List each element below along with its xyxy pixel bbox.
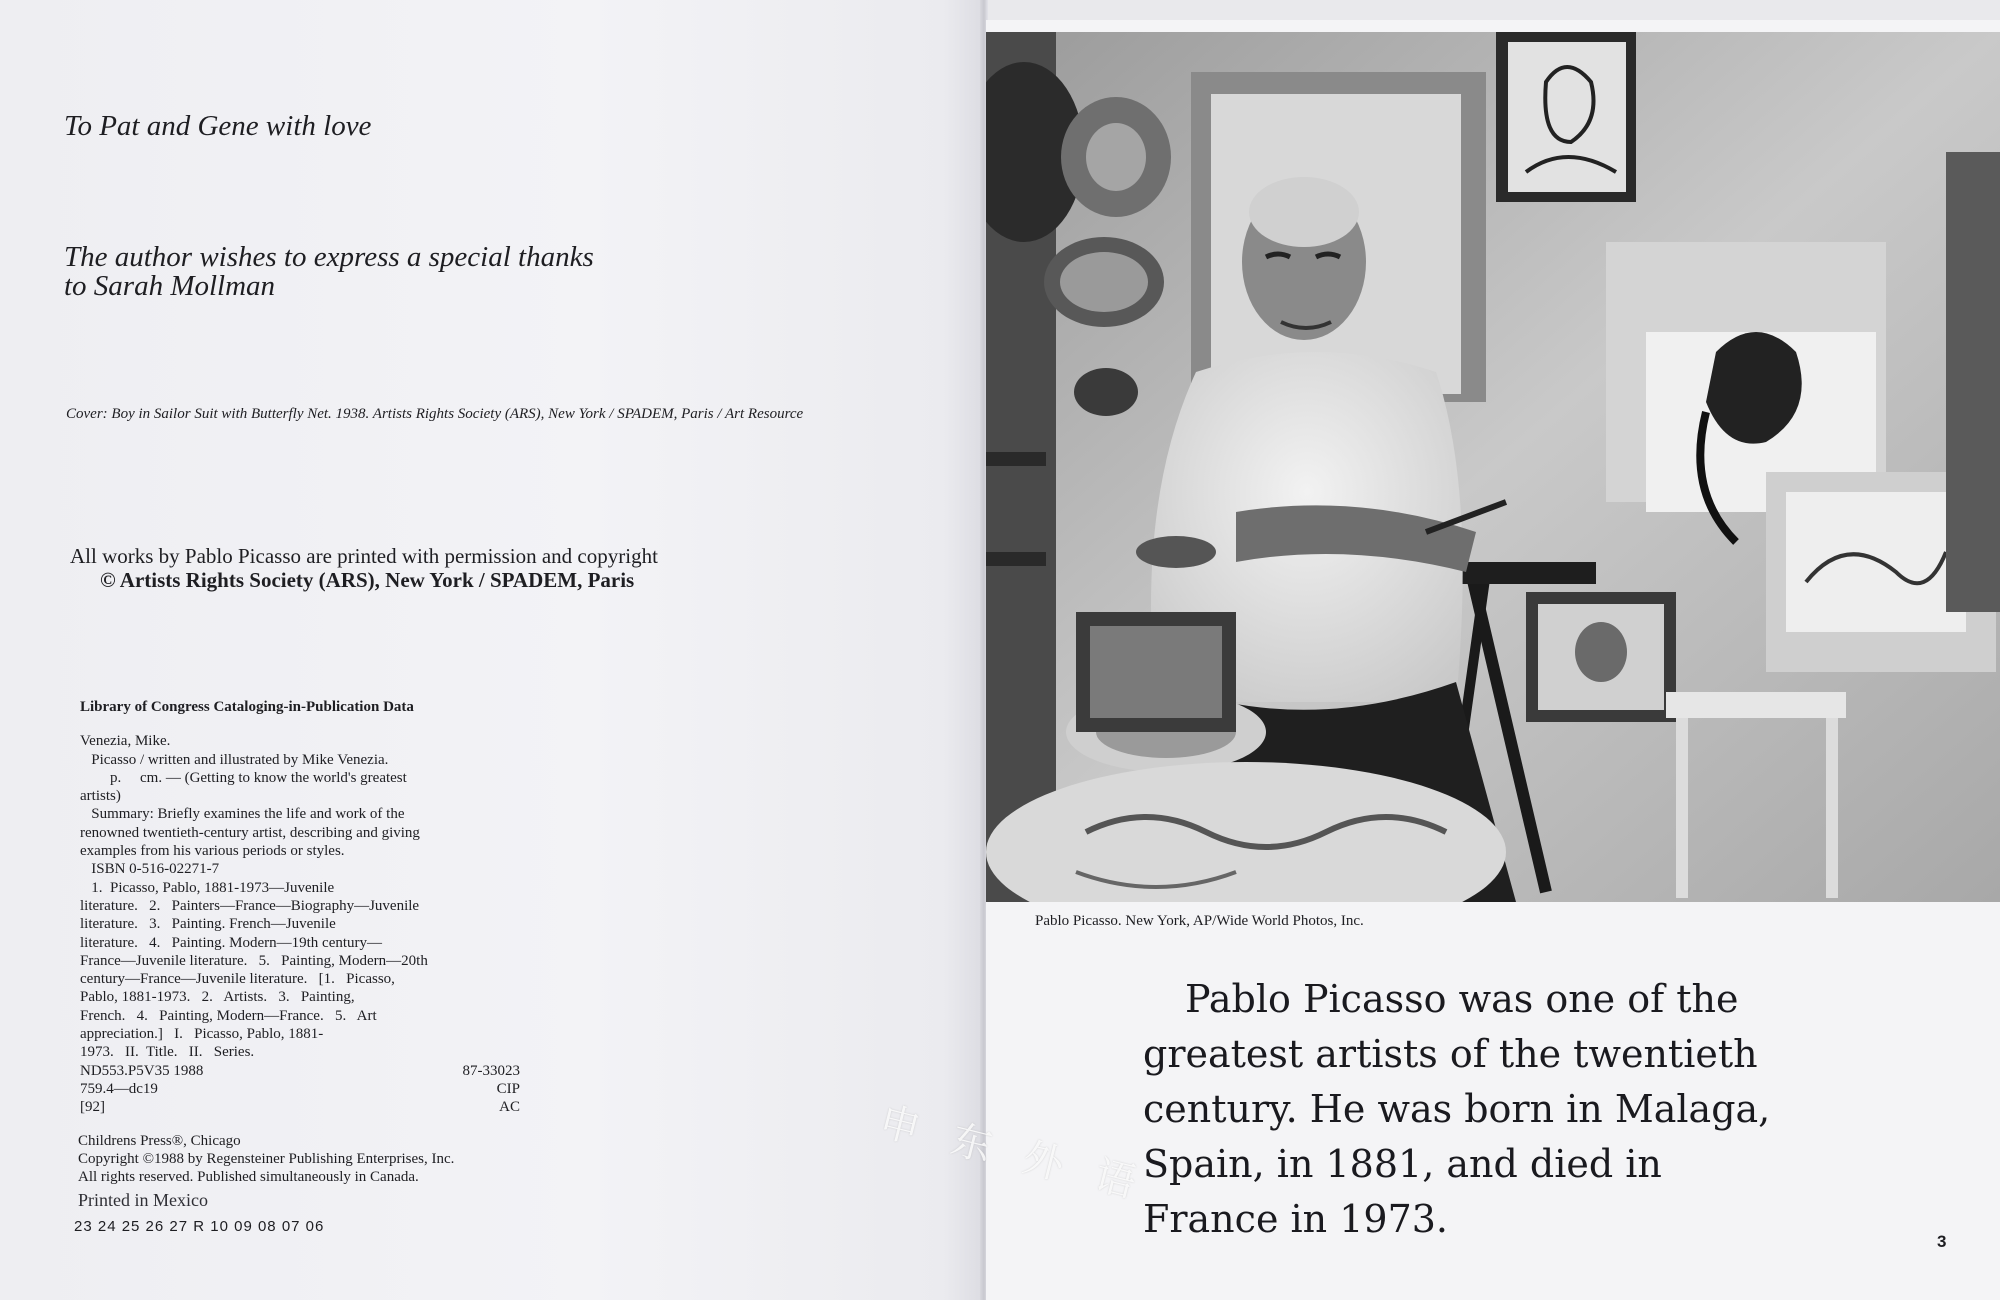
page-number: 3	[1937, 1232, 1947, 1251]
cip-code: CIP	[496, 1080, 520, 1097]
watermark: 申东外语	[874, 1098, 1174, 1215]
cip-line: 1973. II. Title. II. Series.	[80, 1044, 255, 1061]
acknowledgement	[64, 243, 594, 301]
cip-line: artists)	[80, 788, 121, 805]
cataloging-data	[80, 698, 520, 1117]
cip-line: 1. Picasso, Pablo, 1881-1973—Juvenile	[80, 879, 335, 896]
cip-code-row	[80, 1062, 520, 1080]
dedication: To Pat and Gene with love	[64, 110, 372, 142]
cip-code-row	[80, 1098, 520, 1116]
cip-line: appreciation.] I. Picasso, Pablo, 1881-	[80, 1026, 324, 1043]
publisher-line: All rights reserved. Published simultaneously in Canada.	[78, 1169, 419, 1185]
cataloging-heading: Library of Congress Cataloging-in-Publication Data	[80, 699, 414, 715]
body-text	[1143, 972, 1783, 1247]
cip-line: Picasso / written and illustrated by Mike Venezia.	[80, 751, 389, 768]
print-run-codes: 23 24 25 26 27 R 10 09 08 07 06	[74, 1218, 325, 1235]
cip-code-row	[80, 1080, 520, 1098]
bracket-code: [92]	[80, 1099, 105, 1116]
publisher-info	[78, 1132, 548, 1186]
printed-in: Printed in Mexico	[78, 1190, 208, 1210]
cip-line: renowned twentieth-century artist, describing and giving	[80, 824, 420, 841]
publisher-line: Copyright ©1988 by Regensteiner Publishing Enterprises, Inc.	[78, 1151, 455, 1167]
cip-line: Pablo, 1881-1973. 2. Artists. 3. Painting,	[80, 989, 355, 1006]
permission-notice	[70, 544, 658, 592]
publisher-line: Childrens Press®, Chicago	[78, 1133, 241, 1149]
cip-line: literature. 3. Painting. French—Juvenile	[80, 916, 336, 933]
cip-line: examples from his various periods or styles.	[80, 843, 345, 860]
cip-line: French. 4. Painting, Modern—France. 5. Art	[80, 1007, 377, 1024]
picasso-photograph	[986, 32, 2000, 902]
cip-line: Summary: Briefly examines the life and work of the	[80, 806, 405, 823]
cip-line: literature. 4. Painting. Modern—19th century—	[80, 934, 383, 951]
cip-line: century—France—Juvenile literature. [1. Picasso,	[80, 971, 395, 988]
call-number: ND553.P5V35 1988	[80, 1062, 204, 1079]
permission-line: All works by Pablo Picasso are printed with permission and copyright	[70, 544, 658, 568]
body-paragraph: Pablo Picasso was one of the greatest artists of the twentieth century. He was born in Malaga, Spain, in 1881, and died in France in 1973.	[1143, 977, 1771, 1241]
ac-code: AC	[499, 1099, 520, 1116]
cover-credit: Cover: Boy in Sailor Suit with Butterfly Net. 1938. Artists Rights Society (ARS), New York / SPADEM, Paris / Art Resource	[66, 406, 804, 422]
photo-illustration	[986, 32, 2000, 902]
dewey-number: 759.4—dc19	[80, 1080, 158, 1097]
cip-line: Venezia, Mike.	[80, 733, 171, 750]
photo-caption: Pablo Picasso. New York, AP/Wide World Photos, Inc.	[1035, 913, 1364, 929]
cip-line: ISBN 0-516-02271-7	[80, 861, 220, 878]
cip-line: p. cm. — (Getting to know the world's greatest	[80, 769, 407, 786]
copyright-line: © Artists Rights Society (ARS), New York / SPADEM, Paris	[100, 568, 635, 592]
lccn: 87-33023	[462, 1062, 520, 1079]
acknowledgement-line: The author wishes to express a special thanks	[64, 241, 594, 273]
acknowledgement-line: to Sarah Mollman	[64, 270, 276, 302]
cip-line: France—Juvenile literature. 5. Painting, Modern—20th	[80, 952, 428, 969]
cip-line: literature. 2. Painters—France—Biography—Juvenile	[80, 897, 420, 914]
